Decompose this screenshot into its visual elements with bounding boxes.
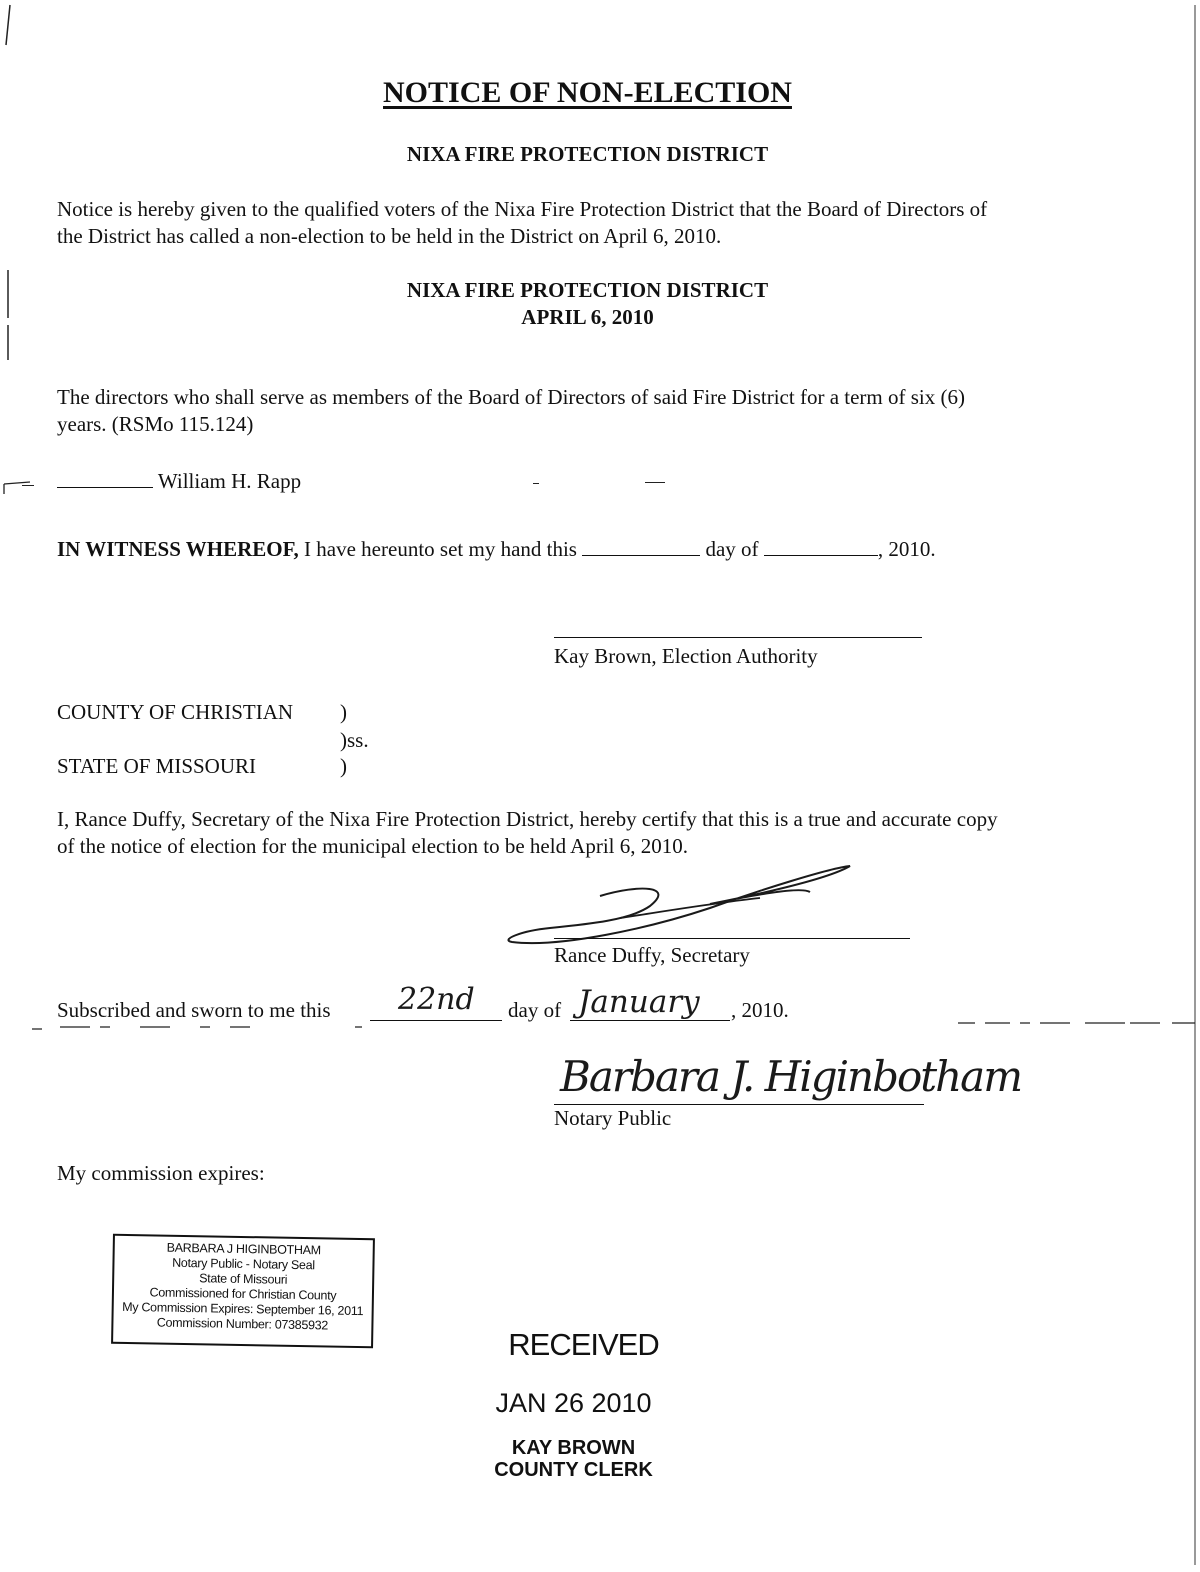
subscribed-day-handwritten: 22nd	[398, 982, 475, 1017]
received-date: JAN 26 2010	[495, 1388, 652, 1418]
witness-line	[57, 535, 936, 563]
subscribed-year: , 2010.	[731, 998, 789, 1022]
state-paren: )	[340, 754, 347, 778]
certify-line-1: I, Rance Duffy, Secretary of the Nixa Fire Protection District, hereby certify that this is a true and accurate copy	[57, 807, 998, 831]
notary-stamp	[111, 1234, 375, 1349]
witness-day-blank	[582, 535, 700, 556]
received-label: RECEIVED	[508, 1327, 659, 1362]
district-heading-2: NIXA FIRE PROTECTION DISTRICT	[406, 278, 769, 302]
subscribed-text: Subscribed and sworn to me this	[57, 998, 331, 1022]
notice-paragraph	[57, 196, 1137, 250]
stamp-line-1: BARBARA J HIGINBOTHAM	[166, 1240, 321, 1258]
candidate-checkbox-blank	[57, 467, 153, 488]
candidate-name: William H. Rapp	[157, 469, 302, 493]
district-heading: NIXA FIRE PROTECTION DISTRICT	[406, 142, 769, 166]
received-office: COUNTY CLERK	[494, 1459, 653, 1481]
commission-expires: My commission expires:	[57, 1161, 265, 1185]
subscribed-month-handwritten: January	[578, 984, 700, 1020]
stamp-line-6: Commission Number: 07385932	[156, 1315, 329, 1333]
stamp-line-4: Commissioned for Christian County	[149, 1285, 337, 1303]
witness-month-blank	[764, 535, 878, 556]
stamp-line-2: Notary Public - Notary Seal	[172, 1255, 315, 1273]
stamp-line-3: State of Missouri	[199, 1271, 288, 1287]
scan-dash	[645, 482, 665, 483]
subscribed-day-of: day of	[508, 998, 562, 1022]
secretary-name: Rance Duffy, Secretary	[554, 943, 750, 967]
notice-line-2: the District has called a non-election to be held in the District on April 6, 2010.	[57, 224, 722, 248]
candidate-line	[57, 467, 301, 495]
scan-dash	[22, 485, 34, 486]
election-authority: Kay Brown, Election Authority	[554, 644, 818, 668]
certify-paragraph	[57, 806, 1137, 860]
witness-bold: IN WITNESS WHEREOF,	[57, 537, 299, 561]
notice-line-1: Notice is hereby given to the qualified voters of the Nixa Fire Protection District that the Board of Directors of	[57, 197, 988, 221]
witness-text: I have hereunto set my hand this	[298, 537, 577, 561]
county-paren: )	[340, 700, 347, 724]
stamp-line-5: My Commission Expires: September 16, 2011	[122, 1299, 364, 1319]
certify-line-2: of the notice of election for the municipal election to be held April 6, 2010.	[57, 834, 688, 858]
ss-label: )ss.	[340, 728, 369, 752]
scan-noise	[0, 1015, 1200, 1045]
document-title: NOTICE OF NON-ELECTION	[383, 76, 792, 109]
received-name: KAY BROWN	[511, 1437, 636, 1459]
notary-public-label: Notary Public	[554, 1106, 672, 1130]
witness-day-of: day of	[705, 537, 759, 561]
election-authority-signature-line	[554, 637, 922, 638]
county-label: COUNTY OF CHRISTIAN	[57, 700, 294, 724]
witness-year: , 2010.	[877, 537, 936, 561]
notary-signature: Barbara J. Higinbotham	[560, 1052, 1022, 1101]
secretary-signature	[500, 858, 860, 950]
state-label: STATE OF MISSOURI	[57, 754, 257, 778]
directors-line-1: The directors who shall serve as members of the Board of Directors of said Fire District for a term of six (6)	[57, 385, 965, 409]
scan-dash	[533, 483, 539, 484]
directors-line-2: years. (RSMo 115.124)	[57, 412, 254, 436]
date-heading: APRIL 6, 2010	[521, 305, 654, 329]
directors-paragraph	[57, 384, 1137, 438]
secretary-signature-line	[554, 938, 910, 939]
